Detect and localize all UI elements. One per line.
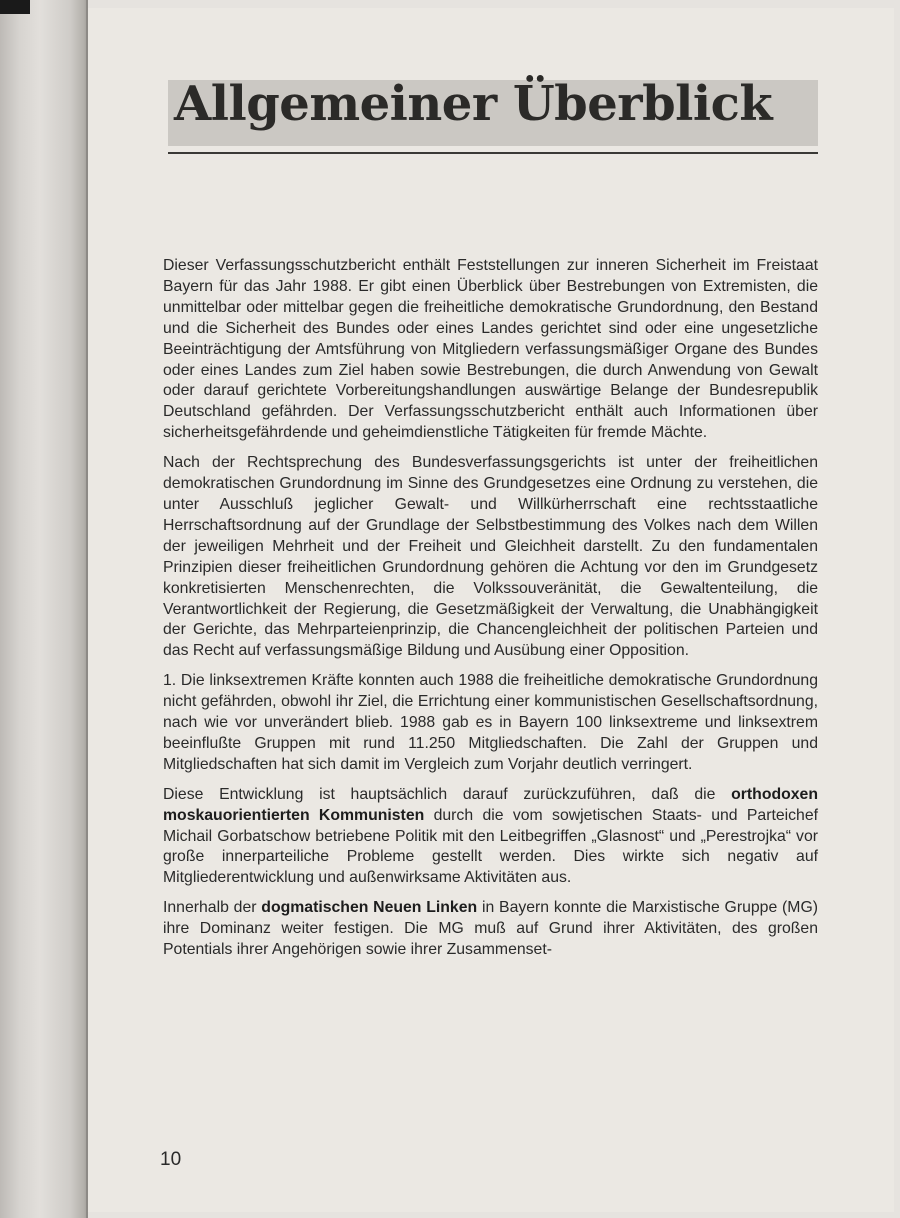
paragraph-grundordnung: Nach der Rechtsprechung des Bundesverfassungsgerichts ist unter der freiheitlichen demokratischen Grundordnung im Sinne des Grundgesetzes eine Ordnung zu verstehen, die unter Ausschluß jeglicher Gewalt- und Willkürherrschaft eine rechtsstaatliche Herrschaftsordnung auf der Grundlage der Selbstbestimmung des Volkes nach dem Willen der jeweiligen Mehrheit und der Freiheit und Gleichheit darstellt. Zu den fundamentalen Prinzipien dieser freiheitlichen Grundordnung gehören die Achtung vor den im Grundgesetz konkretisierten Menschenrechten, die Volkssouveränität, die Gewaltenteilung, die Verantwortlichkeit der Regierung, die Gesetzmäßigkeit der Verwaltung, die Unabhängigkeit der Gerichte, das Mehrparteienprinzip, die Chancengleichheit der politischen Parteien und das Recht auf verfassungsmäßige Bildung und Ausübung einer Opposition. xyxy=(163,454,818,660)
text-run: durch die vom sowjetischen Staats- und Parteichef Michail Gorbatschow betriebene Politik mit den Leitbegriffen „Glasnost“ und „Perestrojka“ vor große innerparteiliche Probleme gestellt werden. Dies wirkte sich negativ auf Mitgliederentwicklung und außenwirksame Aktivitäten aus. xyxy=(163,806,819,887)
scan-corner-shadow xyxy=(0,0,30,14)
paragraph-neue-linke xyxy=(163,898,818,961)
text-run: in Bayern konnte die Marxistische Gruppe (MG) ihre Dominanz weiter festigen. Die MG muß auf Grund ihrer Aktivitäten, des großen Potentials ihrer Angehörigen sowie ihrer Zusammenset- xyxy=(163,899,818,959)
page-title: Allgemeiner Überblick xyxy=(174,76,773,132)
body-text xyxy=(163,256,818,970)
paragraph-linksextremismus: 1. Die linksextremen Kräfte konnten auch 1988 die freiheitliche demokratische Grundordnung nicht gefährden, obwohl ihr Ziel, die Errichtung einer kommunistischen Gesellschaftsordnung, nach wie vor unverändert blieb. 1988 gab es in Bayern 100 linksextreme und linksextrem beeinflußte Gruppen mit rund 11.250 Mitgliedschaften. Die Zahl der Gruppen und Mitgliedschaften hat sich damit im Vergleich zum Vorjahr deutlich verringert. xyxy=(163,672,818,773)
text-run: Diese Entwicklung ist hauptsächlich darauf zurückzuführen, daß die xyxy=(163,785,732,803)
paragraph-intro: Dieser Verfassungsschutzbericht enthält Feststellungen zur inneren Sicherheit im Freistaat Bayern für das Jahr 1988. Er gibt einen Überblick über Bestrebungen von Extremisten, die unmittelbar oder mittelbar gegen die freiheitliche demokratische Grundordnung, den Bestand und die Sicherheit des Bundes oder eines Landes gerichtet sind oder eine ungesetzliche Beeinträchtigung der Amtsführung von Mitgliedern verfassungsmäßiger Organe des Bundes oder eines Landes zum Ziel haben sowie Bestrebungen, die durch Anwendung von Gewalt oder darauf gerichtete Vorbereitungshandlungen auswärtige Belange der Bundesrepublik Deutschland gefährden. Der Verfassungsschutzbericht enthält auch Informationen über sicherheitsgefährdende und geheimdienstliche Tätigkeiten für fremde Mächte. xyxy=(163,257,818,442)
bold-term: dogmatischen Neuen Linken xyxy=(261,899,478,917)
title-underline-rule xyxy=(168,152,818,154)
book-binding-edge xyxy=(0,0,88,1218)
text-run: Innerhalb der xyxy=(163,899,262,917)
bold-term: orthodoxen moskauorientierten Kommunisten xyxy=(163,785,818,824)
page-number: 10 xyxy=(160,1149,182,1170)
page-spine-line xyxy=(86,0,88,1218)
paragraph-orthodoxe-kommunisten xyxy=(163,785,818,890)
